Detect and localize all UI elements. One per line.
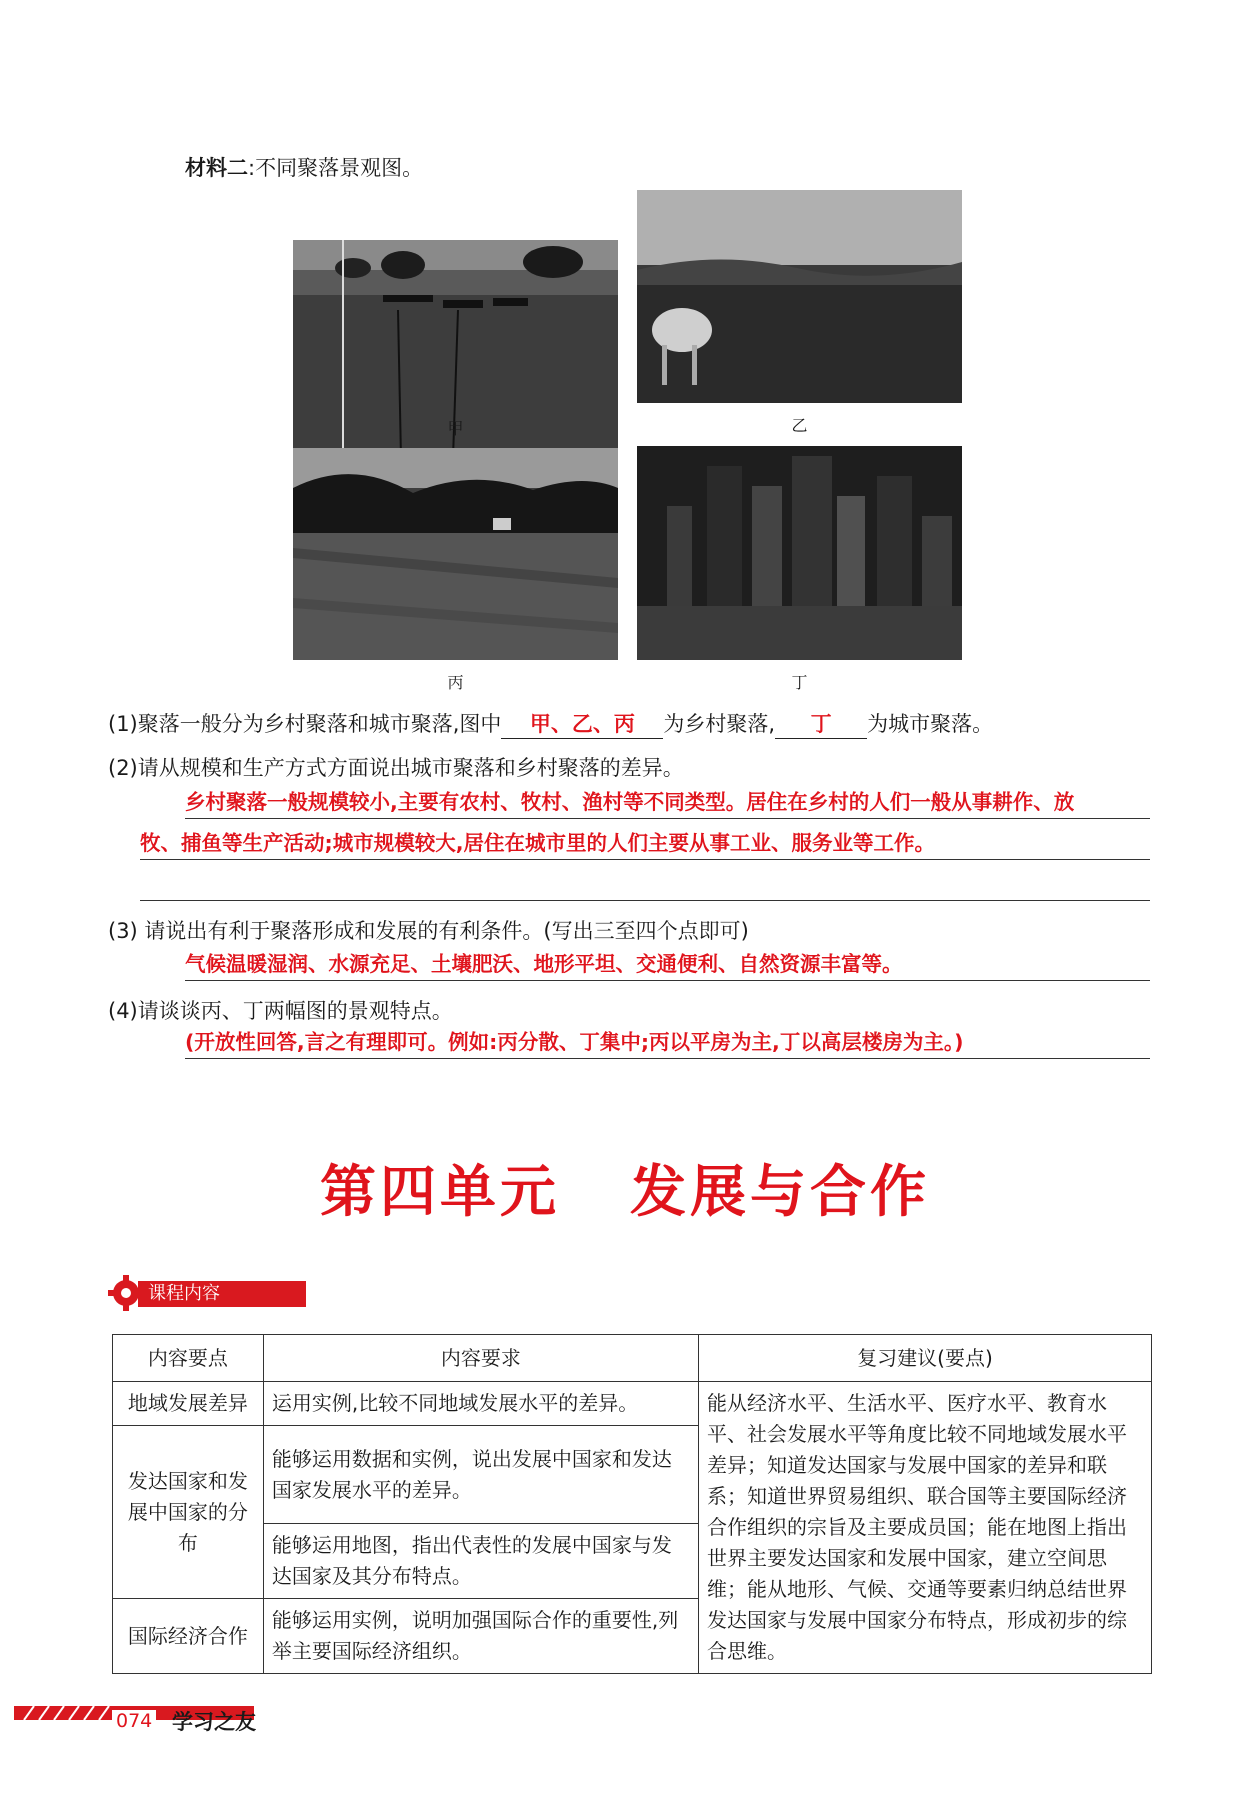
table-row	[113, 1382, 1152, 1426]
question-3: (3) 请说出有利于聚落形成和发展的有利条件。(写出三至四个点即可)	[108, 919, 749, 943]
unit-title-number: 第四单元	[320, 1159, 560, 1225]
q1-answer-rural: 甲、乙、丙	[501, 708, 663, 739]
question-1	[108, 708, 993, 739]
table-cell-advice: 能从经济水平、生活水平、医疗水平、教育水平、社会发展水平等角度比较不同地域发展水平差异；知道发达国家与发展中国家的差异和联系；知道世界贸易组织、联合国等主要国际经济合作组织的宗旨及主要成员国；能在地图上指出世界主要发达国家和发展中国家，建立空间思维；能从地形、气候、交通等要素归纳总结世界发达国家与发展中国家分布特点，形成初步的综合思维。	[699, 1382, 1152, 1674]
q1-prefix: (1)聚落一般分为乡村聚落和城市聚落,图中	[108, 712, 502, 736]
course-content-tag	[108, 1275, 298, 1311]
q3-answer: 气候温暖湿润、水源充足、土壤肥沃、地形平坦、交通便利、自然资源丰富等。	[185, 948, 1150, 981]
unit-title	[0, 1148, 1250, 1228]
q4-answer: (开放性回答,言之有理即可。例如:丙分散、丁集中;丙以平房为主,丁以高层楼房为主。)	[185, 1026, 1150, 1059]
photo-yi-caption: 乙	[791, 416, 808, 435]
table-cell-point: 发达国家和发展中国家的分布	[113, 1426, 264, 1599]
table-cell-point: 地域发展差异	[113, 1382, 264, 1426]
table-cell-requirement: 运用实例,比较不同地域发展水平的差异。	[263, 1382, 698, 1426]
unit-title-name: 发展与合作	[630, 1159, 930, 1225]
material-label: 材料二	[185, 156, 248, 180]
table-cell-requirement: 能够运用数据和实例，说出发展中国家和发达国家发展水平的差异。	[263, 1426, 698, 1524]
q1-suffix: 为城市聚落。	[867, 712, 994, 736]
photo-bing-caption: 丙	[447, 673, 464, 692]
table-cell-point: 国际经济合作	[113, 1599, 264, 1674]
course-table	[112, 1334, 1152, 1674]
q2-answer-line-2: 牧、捕鱼等生产活动;城市规模较大,居住在城市里的人们主要从事工业、服务业等工作。	[140, 827, 1150, 860]
course-content-label: 课程内容	[138, 1281, 306, 1307]
q1-middle: 为乡村聚落,	[663, 712, 776, 736]
photo-ding	[637, 446, 962, 660]
table-header-row	[113, 1335, 1152, 1382]
question-2: (2)请从规模和生产方式方面说出城市聚落和乡村聚落的差异。	[108, 756, 684, 780]
photo-yi	[637, 190, 962, 403]
q2-answer-line-3	[140, 868, 1150, 901]
table-cell-requirement: 能够运用地图，指出代表性的发展中国家与发达国家及其分布特点。	[263, 1524, 698, 1599]
photo-jia-caption: 甲	[447, 419, 464, 438]
material-text: :不同聚落景观图。	[248, 156, 424, 180]
table-cell-requirement: 能够运用实例，说明加强国际合作的重要性,列举主要国际经济组织。	[263, 1599, 698, 1674]
table-header: 内容要求	[263, 1335, 698, 1382]
question-4: (4)请谈谈丙、丁两幅图的景观特点。	[108, 999, 453, 1023]
q1-answer-urban: 丁	[775, 708, 867, 739]
table-header: 内容要点	[113, 1335, 264, 1382]
photo-bing	[293, 448, 618, 660]
brand-name: 学习之友	[172, 1710, 256, 1734]
table-header: 复习建议(要点)	[699, 1335, 1152, 1382]
material-title	[185, 152, 423, 182]
q2-answer-line-1: 乡村聚落一般规模较小,主要有农村、牧村、渔村等不同类型。居住在乡村的人们一般从事耕作、放	[185, 786, 1150, 819]
page-number: 074	[112, 1710, 156, 1732]
photo-ding-caption: 丁	[791, 673, 808, 692]
